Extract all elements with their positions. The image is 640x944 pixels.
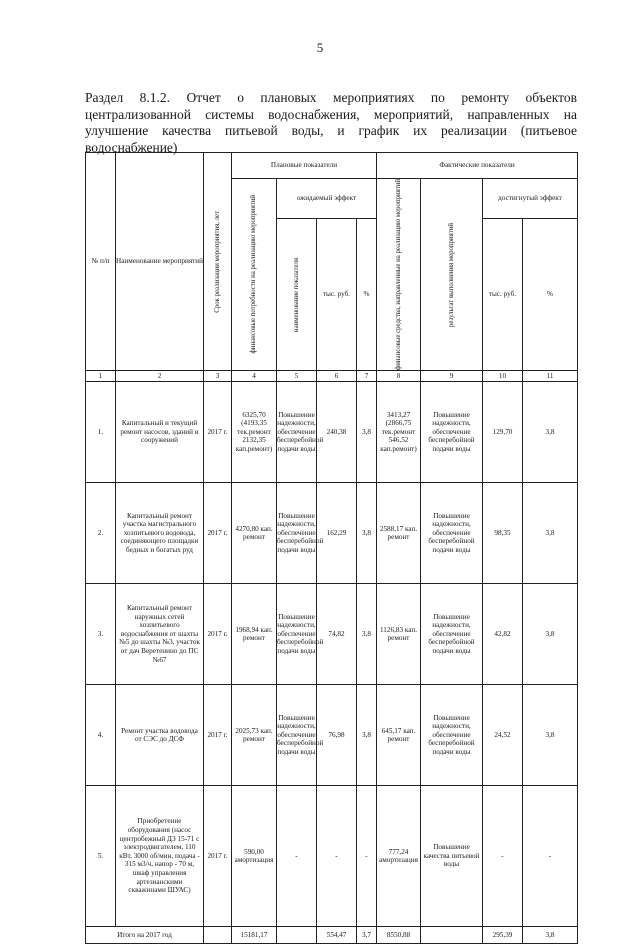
column-number-row <box>86 371 578 382</box>
header-period-cell <box>204 153 232 371</box>
header-actual-result-cell <box>421 179 483 371</box>
total-actual-percent: 3,8 <box>523 927 578 944</box>
row-plan-thousand: 76,98 <box>317 685 357 786</box>
row-num: 3. <box>86 584 116 685</box>
row-plan-indicator: Повышение надежности, обеспечение бесперебойной подачи воды <box>277 483 317 584</box>
column-number: 2 <box>116 371 204 382</box>
column-number: 6 <box>317 371 357 382</box>
row-plan-financial: 1968,94 кап. ремонт <box>232 584 277 685</box>
header-actual-percent: % <box>523 219 578 371</box>
row-period: 2017 г. <box>204 382 232 483</box>
row-plan-percent: - <box>357 786 377 927</box>
row-name: Капитальный ремонт участка магистрального хозпитьевого водовода, соединяющего площадки бедных и богатых руд <box>116 483 204 584</box>
header-actual-group: Фактические показатели <box>377 153 578 179</box>
row-actual-financial: 645,17 кап. ремонт <box>377 685 421 786</box>
row-plan-thousand: 162,29 <box>317 483 357 584</box>
row-actual-thousand: 42,82 <box>483 584 523 685</box>
row-plan-percent: 3,8 <box>357 685 377 786</box>
row-plan-indicator: Повышение надежности, обеспечение бесперебойной подачи воды <box>277 584 317 685</box>
column-number: 7 <box>357 371 377 382</box>
header-plan-indicator: наименование показателя <box>292 257 300 332</box>
row-actual-financial: 3413,27 (2866,75 тек.ремонт 546,52 кап.ремонт) <box>377 382 421 483</box>
header-actual-financial-cell <box>377 179 421 371</box>
total-plan-financial: 15181,17 <box>232 927 277 944</box>
row-period: 2017 г. <box>204 584 232 685</box>
row-actual-percent: 3,8 <box>523 584 578 685</box>
table-row <box>86 685 578 786</box>
row-actual-percent: 3,8 <box>523 382 578 483</box>
header-plan-indicator-cell <box>277 219 317 371</box>
header-achieved-effect: достигнутый эффект <box>483 179 578 219</box>
row-actual-result: Повышение надежности, обеспечение бесперебойной подачи воды <box>421 685 483 786</box>
column-number: 5 <box>277 371 317 382</box>
total-actual-thousand: 295,39 <box>483 927 523 944</box>
total-plan-indicator <box>277 927 317 944</box>
row-actual-financial: 1126,83 кап. ремонт <box>377 584 421 685</box>
column-number: 9 <box>421 371 483 382</box>
column-number: 8 <box>377 371 421 382</box>
header-plan-thousand: тыс. руб. <box>317 219 357 371</box>
page-number: 5 <box>316 40 324 55</box>
row-num: 5. <box>86 786 116 927</box>
row-plan-financial: 6325,70 (4193,35 тек.ремонт 2132,35 кап.ремонт) <box>232 382 277 483</box>
row-plan-financial: 2025,73 кап. ремонт <box>232 685 277 786</box>
header-plan-financial-cell <box>232 179 277 371</box>
row-name: Приобретение оборудования (насос центробежный ДЗ 15-71 с электродвигателем, 110 кВт, 3000 об/мин, подача - 315 м3/ч, напор - 70 м, шкаф управления артезианскими скважинами ШУАС) <box>116 786 204 927</box>
section-heading <box>85 90 577 156</box>
total-plan-thousand: 554,47 <box>317 927 357 944</box>
total-row <box>86 927 578 944</box>
total-actual-financial: 8550,88 <box>377 927 421 944</box>
row-plan-percent: 3,8 <box>357 382 377 483</box>
row-actual-percent: - <box>523 786 578 927</box>
row-actual-percent: 3,8 <box>523 483 578 584</box>
row-period: 2017 г. <box>204 685 232 786</box>
row-period: 2017 г. <box>204 786 232 927</box>
report-table <box>85 152 578 944</box>
header-actual-financial: финансовые средства, направленные на реализацию мероприятий <box>394 179 402 371</box>
header-num: № п/п <box>86 153 116 371</box>
header-period: Срок реализации мероприятия, лет <box>213 210 221 313</box>
column-number: 1 <box>86 371 116 382</box>
row-actual-financial: 777,24 амортизация <box>377 786 421 927</box>
row-period: 2017 г. <box>204 483 232 584</box>
row-actual-financial: 2588,17 кап. ремонт <box>377 483 421 584</box>
row-plan-thousand: - <box>317 786 357 927</box>
row-plan-financial: 590,00 амортизация <box>232 786 277 927</box>
row-actual-result: Повышение надежности, обеспечение бесперебойной подачи воды <box>421 584 483 685</box>
column-number: 4 <box>232 371 277 382</box>
row-num: 4. <box>86 685 116 786</box>
heading-line-1: Раздел 8.1.2. Отчет о плановых мероприятиях по ремонту объектов <box>85 90 577 105</box>
row-actual-thousand: 24,52 <box>483 685 523 786</box>
table-row <box>86 584 578 685</box>
row-plan-thousand: 74,82 <box>317 584 357 685</box>
row-actual-result: Повышение надежности, обеспечение бесперебойной подачи воды <box>421 483 483 584</box>
row-plan-indicator: - <box>277 786 317 927</box>
total-actual-result <box>421 927 483 944</box>
header-actual-result: результат выполнения мероприятий <box>447 222 455 327</box>
header-plan-percent: % <box>357 219 377 371</box>
heading-line-3: улучшение качества питьевой воды, и график их реализации (питьевое <box>85 123 577 138</box>
row-num: 2. <box>86 483 116 584</box>
total-plan-percent: 3,7 <box>357 927 377 944</box>
row-plan-percent: 3,8 <box>357 483 377 584</box>
header-actual-thousand: тыс. руб. <box>483 219 523 371</box>
row-name: Капитальный и текущий ремонт насосов, зданий и сооружений <box>116 382 204 483</box>
row-actual-thousand: 98,35 <box>483 483 523 584</box>
row-plan-percent: 3,8 <box>357 584 377 685</box>
column-number: 11 <box>523 371 578 382</box>
row-plan-indicator: Повышение надежности, обеспечение бесперебойной подачи воды <box>277 382 317 483</box>
row-actual-percent: 3,8 <box>523 685 578 786</box>
row-actual-thousand: 129,70 <box>483 382 523 483</box>
header-expected-effect: ожидаемый эффект <box>277 179 377 219</box>
column-number: 3 <box>204 371 232 382</box>
header-plan-financial: финансовые потребности на реализацию мероприятий <box>250 195 258 354</box>
table-row <box>86 382 578 483</box>
total-label: Итого на 2017 год <box>86 927 204 944</box>
row-plan-thousand: 240,38 <box>317 382 357 483</box>
column-number: 10 <box>483 371 523 382</box>
row-actual-thousand: - <box>483 786 523 927</box>
heading-line-4: водоснабжение) <box>85 139 178 155</box>
table-row <box>86 483 578 584</box>
row-num: 1. <box>86 382 116 483</box>
row-name: Капитальный ремонт наружных сетей хозпитьевого водоснабжения от шахты №5 до шахты №3, участок от дач Веретенино до ПС №67 <box>116 584 204 685</box>
heading-line-2: централизованной системы водоснабжения, мероприятий, направленных на <box>85 106 577 122</box>
row-plan-indicator: Повышение надежности, обеспечение бесперебойной подачи воды <box>277 685 317 786</box>
row-actual-result: Повышение качества питьевой воды <box>421 786 483 927</box>
row-actual-result: Повышение надежности, обеспечение бесперебойной подачи воды <box>421 382 483 483</box>
total-period <box>204 927 232 944</box>
row-plan-financial: 4270,80 кап. ремонт <box>232 483 277 584</box>
header-planned-group: Плановые показатели <box>232 153 377 179</box>
row-name: Ремонт участка водовода от СЭС до ДСФ <box>116 685 204 786</box>
table-row <box>86 786 578 927</box>
header-name: Наименование мероприятий <box>116 153 204 371</box>
